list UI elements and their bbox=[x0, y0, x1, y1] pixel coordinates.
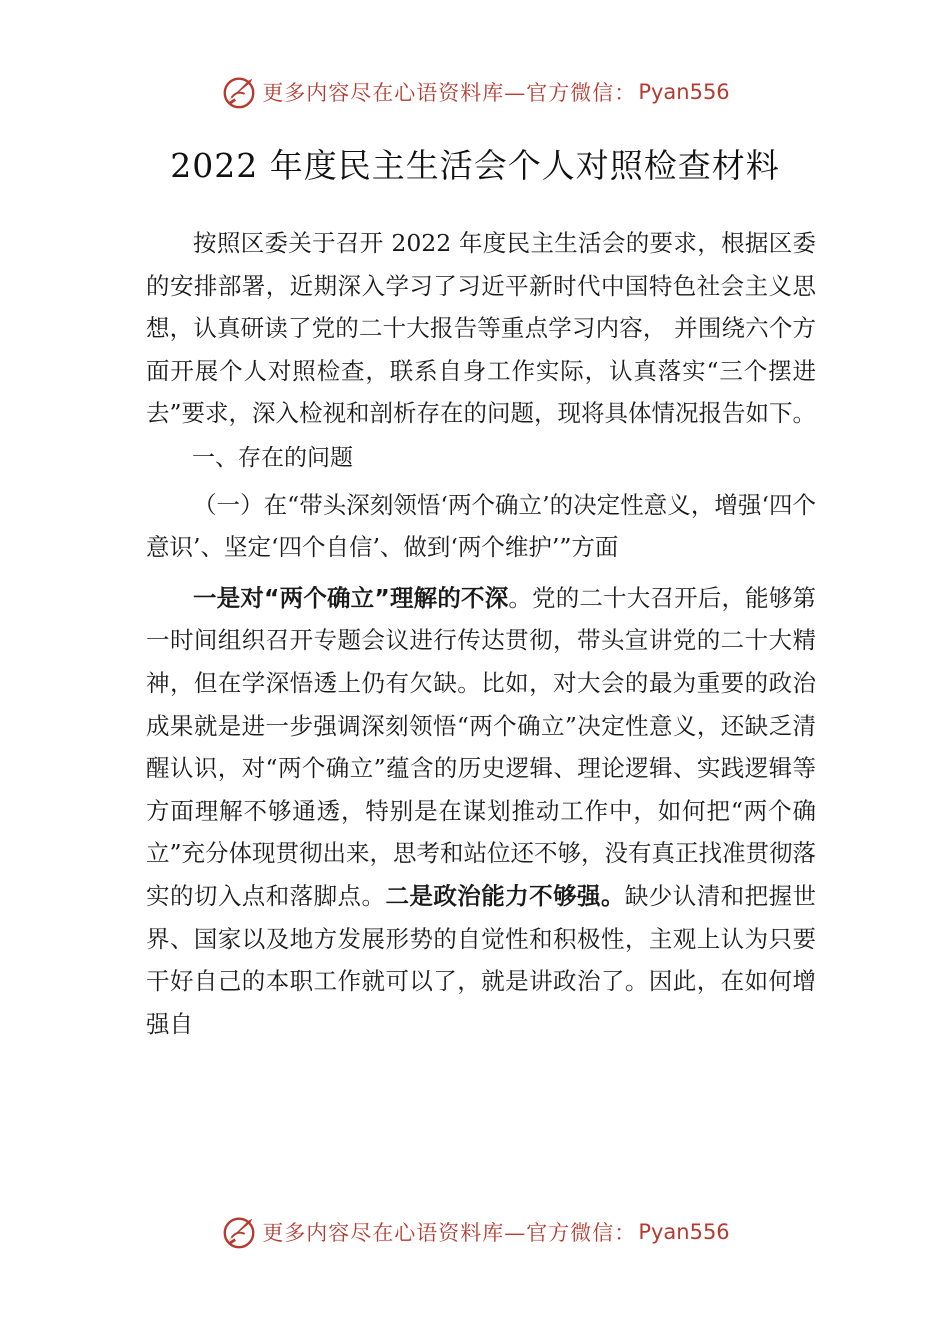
point-2-body: 缺少认清和把握世界、国家以及地方发展形势的自觉性和积极性，主观上认为只要干好自己的本职工作就可以了，就是讲政治了。因此，在如何增强自 bbox=[146, 881, 817, 1038]
document-title: 2022 年度民主生活会个人对照检查材料 bbox=[170, 146, 780, 185]
document-body bbox=[146, 222, 816, 1045]
problem-paragraph bbox=[146, 577, 816, 1046]
point-1-body: 。党的二十大召开后，能够第一时间组织召开专题会议进行传达贯彻，带头宣讲党的二十大精神，但在学深悟透上仍有欠缺。比如，对大会的最为重要的政治成果就是进一步强调深刻领悟“两个确立”决定性意义，还缺乏清醒认识，对“两个确立”蕴含的历史逻辑、理论逻辑、实践逻辑等方面理解不够通透，特别是在谋划推动工作中，如何把“两个确立”充分体现贯彻出来，思考和站位还不够，没有真正找准贯彻落实的切入点和落脚点。 bbox=[146, 583, 817, 910]
subsection-heading: （一）在“带头深刻领悟‘两个确立’的决定性意义，增强‘四个意识’、坚定‘四个自信’、做到‘两个维护’”方面 bbox=[146, 490, 816, 562]
watermark-text: 更多内容尽在心语资料库—官方微信： bbox=[262, 1221, 637, 1245]
watermark-wechat-id: Pyan556 bbox=[638, 80, 730, 104]
watermark-wechat-id: Pyan556 bbox=[638, 1220, 730, 1244]
brush-logo-icon bbox=[220, 73, 258, 111]
intro-paragraph: 按照区委关于召开 2022 年度民主生活会的要求，根据区委的安排部署，近期深入学习了习近平新时代中国特色社会主义思想，认真研读了党的二十大报告等重点学习内容， 并围绕六个方面开展个人对照检查，联系自身工作实际，认真落实“三个摆进去”要求，深入检视和剖析存在的问题，现将具体情况报告如下。 bbox=[146, 229, 817, 428]
watermark-header bbox=[0, 72, 950, 112]
watermark-footer bbox=[0, 1212, 950, 1252]
point-1-title: 一是对“两个确立”理解的不深 bbox=[193, 583, 509, 612]
watermark-text: 更多内容尽在心语资料库—官方微信： bbox=[262, 81, 637, 105]
point-2-title: 二是政治能力不够强。 bbox=[385, 881, 625, 910]
brush-logo-icon bbox=[220, 1213, 258, 1251]
section-heading: 一、存在的问题 bbox=[192, 444, 353, 471]
